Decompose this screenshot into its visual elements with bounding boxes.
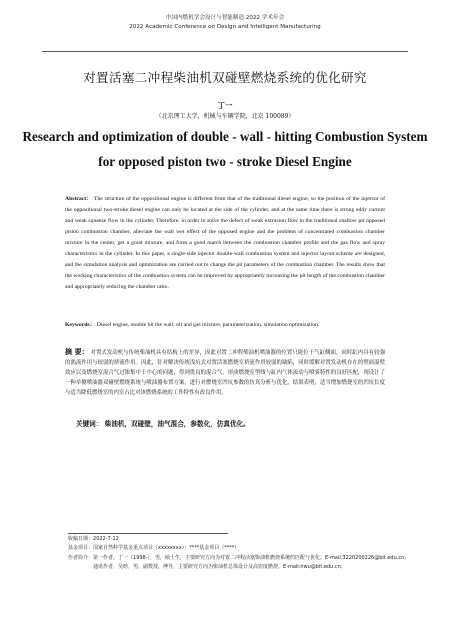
keywords-cn-label: 关键词： [76, 420, 103, 428]
footnote-label: 收稿日期： [68, 536, 94, 542]
abstract-en-text: The structure of the oppositional engine is different from that of the traditional diesel engine, so the position of the injector of the oppositional two-stroke diesel engine can only be located at the side of the cylinder, and at the same time there is strong eddy current and weak squeeze flow in the cylinder. Therefore, in order to solve the defect of weak extrusion flow in the traditional shallow pit opposed piston combustion chamber, alleviate the wall wet effect of the opposed engine and the problem of concentrated combustion chamber mixture in the center, get a good mixture, and form a good match between the combustion chamber profile and the gas flow and spray characteristics in the cylinder. In this paper, a single-side injector double-wall combustion system and injector layout scheme are designed, and the simulation analysis and optimization are carried out to change the pit parameters of the combustion chamber. The results show that the working characteristics of the combustion system can be improved by appropriately increasing the pit length of the combustion chamber and appropriately reducing the chamber ratio. [65, 196, 385, 291]
footnote-text: 国家自然科学基金重点项目（xxxxxxxx）；****基金项目（****） [93, 545, 240, 552]
footnote-text: 2022-7-12 [93, 536, 119, 542]
abstract-en [65, 194, 385, 293]
keywords-en [65, 320, 385, 331]
footnote-funding [68, 544, 408, 553]
footnote-author-bio [68, 554, 408, 563]
header-divider [42, 51, 408, 52]
footnote-text: 第一作者，丁一（1998-），男，硕士生，主要研究方向为对置二冲程活塞柴油机燃烧系统的匹配与优化。E-mail:3220200226@bit.edu.cn; [93, 554, 406, 561]
keywords-cn-text: 柴油机，双碰壁，油气混合，参数化，仿真优化。 [104, 420, 250, 428]
conference-header [0, 14, 450, 32]
conference-name-cn: 中国内燃机学会设计与智能制造 2022 学术年会 [165, 15, 285, 21]
footnote-corresponding-author [68, 563, 408, 572]
footnote-label: 作者简介： [68, 554, 94, 561]
affiliation-cn: （北京理工大学，机械与车辆学院，北京 100089） [155, 113, 295, 120]
footnote-divider [68, 533, 228, 534]
abstract-cn-text: 对置式发动机与传统柴油机具有结构上的差异，因此对置二冲程柴油机喷油器的位置只能位于气缸侧面，同时缸内具有较强的涡流作用与较弱的挤流作用。因此，针对解决传统浅坑式对置活塞燃烧室挤流作用较弱的缺陷，同时缓解对置发动机存在的壁面湿壁效应以及燃烧室混合气过浓集中于中心的问题，得到优良的混合气，形成燃烧室型线与缸内气体流动与喷雾特性的良好匹配，现设计了一种单侧喷油器双碰壁燃烧系统与喷油器布置方案，进行对燃烧室凹坑参数的仿真分析与优化，结果表明，适当增加燃烧室的凹坑长度与适当降低燃烧室的内室占比对该燃烧系统的工作特性有改良作用。 [65, 350, 385, 397]
keywords-en-label: Keywords： [65, 322, 96, 328]
conference-name-en: 2022 Academic Conference on Design and Intelligent Manufacturing [129, 24, 321, 30]
keywords-cn [76, 418, 386, 428]
author-cn: 丁一 [217, 101, 233, 110]
title-cn: 对置活塞二冲程柴油机双碰壁燃烧系统的优化研究 [83, 70, 367, 85]
abstract-cn [65, 347, 385, 398]
title-en: Research and optimization of double - wall - hitting Combustion System for opposed piston two - stroke Diesel Engine [22, 129, 428, 169]
keywords-en-text: Diesel engine, double hit the wall, oil and gas mixture, parameterization, simulation optimization. [96, 322, 320, 328]
footnote-label: 基金项目： [68, 545, 94, 552]
footnote-text: 通讯作者，吴晗，男，副教授，博导，主要研究方向为柴油机总体设计及高密度燃烧。E-mail:hwu@bit.edu.cn; [93, 564, 343, 571]
footnote-received [68, 535, 408, 544]
abstract-en-label: Abstract： [65, 196, 93, 202]
footnotes [68, 535, 408, 573]
abstract-cn-label: 摘 要： [65, 348, 89, 356]
